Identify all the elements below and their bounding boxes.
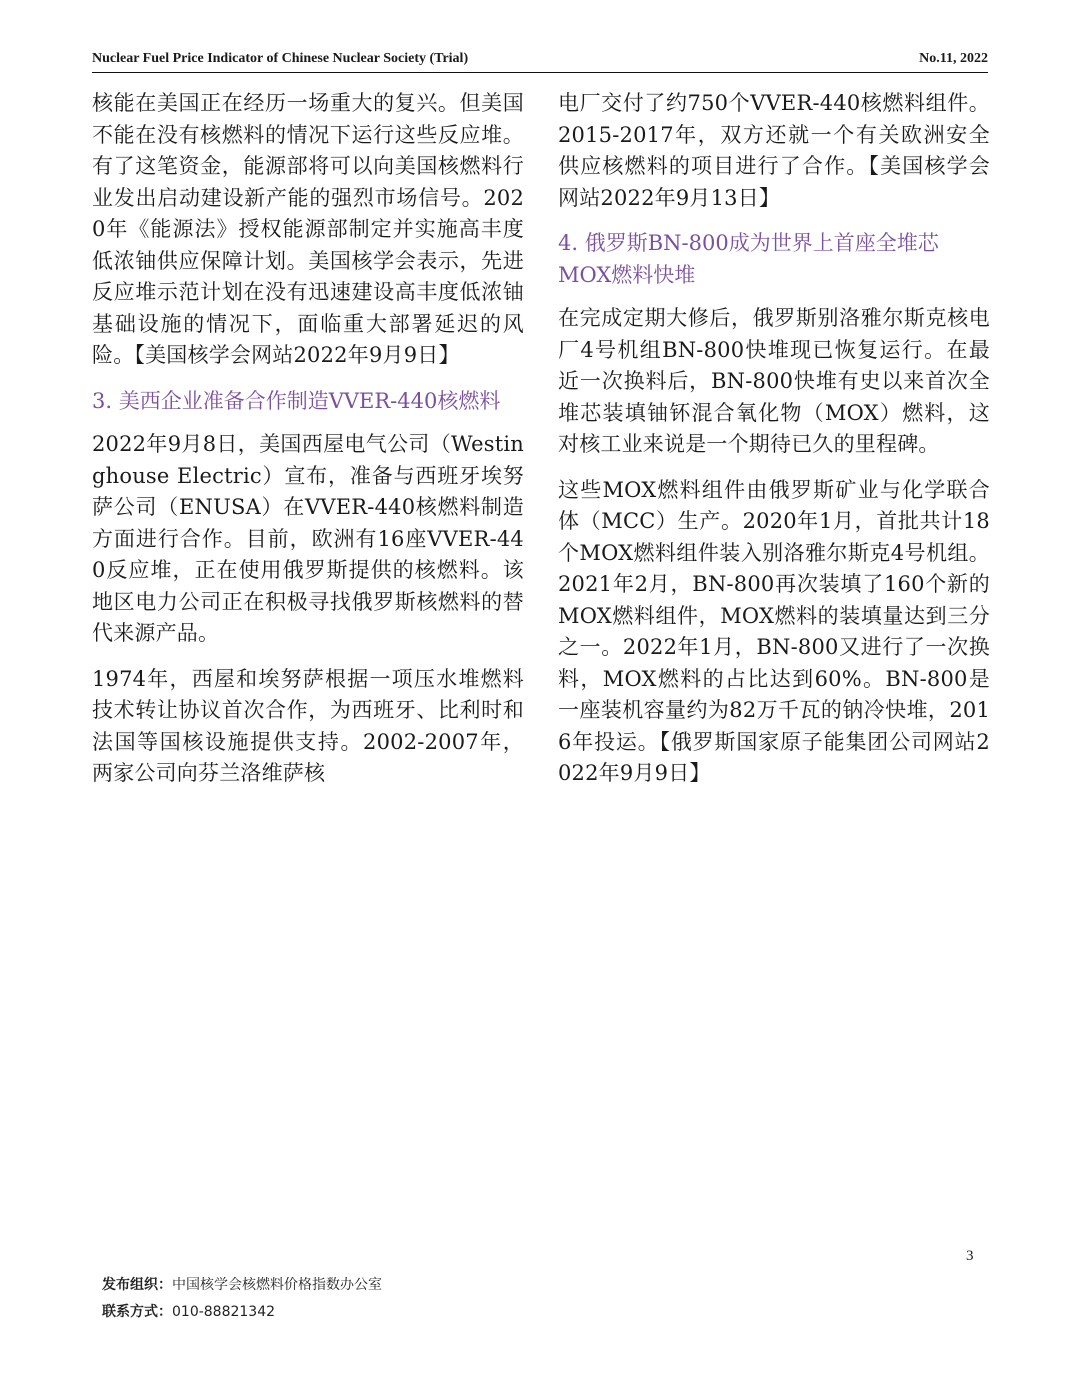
paragraph: 核能在美国正在经历一场重大的复兴。但美国不能在没有核燃料的情况下运行这些反应堆。有了这笔资金，能源部将可以向美国核燃料行业发出启动建设新产能的强烈市场信号。2020年《能源法》授权能源部制定并实施高丰度低浓铀供应保障计划。美国核学会表示，先进反应堆示范计划在没有迅速建设高丰度低浓铀基础设施的情况下，面临重大部署延迟的风险。【美国核学会网站2022年9月9日】 xyxy=(92,91,524,367)
footer xyxy=(102,1272,382,1326)
header-issue: No.11, 2022 xyxy=(919,51,988,66)
left-column xyxy=(92,88,524,804)
header-title: Nuclear Fuel Price Indicator of Chinese Nuclear Society (Trial) xyxy=(92,51,469,66)
page-number: 3 xyxy=(966,1248,974,1264)
running-header xyxy=(92,48,988,73)
footer-publisher-line xyxy=(102,1272,382,1299)
contact-phone: 010-88821342 xyxy=(172,1304,276,1320)
section-heading-3: 3. 美西企业准备合作制造VVER-440核燃料 xyxy=(92,388,501,413)
right-column xyxy=(558,88,990,804)
contact-label: 联系方式： xyxy=(102,1304,172,1320)
paragraph: 电厂交付了约750个VVER-440核燃料组件。2015-2017年，双方还就一个有关欧洲安全供应核燃料的项目进行了合作。【美国核学会网站2022年9月13日】 xyxy=(558,91,990,210)
section-heading-4: 4. 俄罗斯BN-800成为世界上首座全堆芯MOX燃料快堆 xyxy=(558,231,939,287)
publisher-name: 中国核学会核燃料价格指数办公室 xyxy=(172,1277,382,1293)
footer-contact-line xyxy=(102,1299,382,1326)
publisher-label: 发布组织： xyxy=(102,1277,172,1293)
paragraph: 1974年，西屋和埃努萨根据一项压水堆燃料技术转让协议首次合作，为西班牙、比利时和法国等国核设施提供支持。2002-2007年，两家公司向芬兰洛维萨核 xyxy=(92,666,524,785)
paragraph: 在完成定期大修后，俄罗斯别洛雅尔斯克核电厂4号机组BN-800快堆现已恢复运行。在最近一次换料后，BN-800快堆有史以来首次全堆芯装填铀钚混合氧化物（MOX）燃料，这对核工业来说是一个期待已久的里程碑。 xyxy=(558,306,990,456)
paragraph: 2022年9月8日，美国西屋电气公司（Westinghouse Electric）宣布，准备与西班牙埃努萨公司（ENUSA）在VVER-440核燃料制造方面进行合作。目前，欧洲有16座VVER-440反应堆，正在使用俄罗斯提供的核燃料。该地区电力公司正在积极寻找俄罗斯核燃料的替代来源产品。 xyxy=(92,432,524,645)
paragraph: 这些MOX燃料组件由俄罗斯矿业与化学联合体（MCC）生产。2020年1月，首批共计18个MOX燃料组件装入别洛雅尔斯克4号机组。2021年2月，BN-800再次装填了160个新的MOX燃料组件，MOX燃料的装填量达到三分之一。2022年1月，BN-800又进行了一次换料，MOX燃料的占比达到60%。BN-800是一座装机容量约为82万千瓦的钠冷快堆，2016年投运。【俄罗斯国家原子能集团公司网站2022年9月9日】 xyxy=(558,477,990,785)
